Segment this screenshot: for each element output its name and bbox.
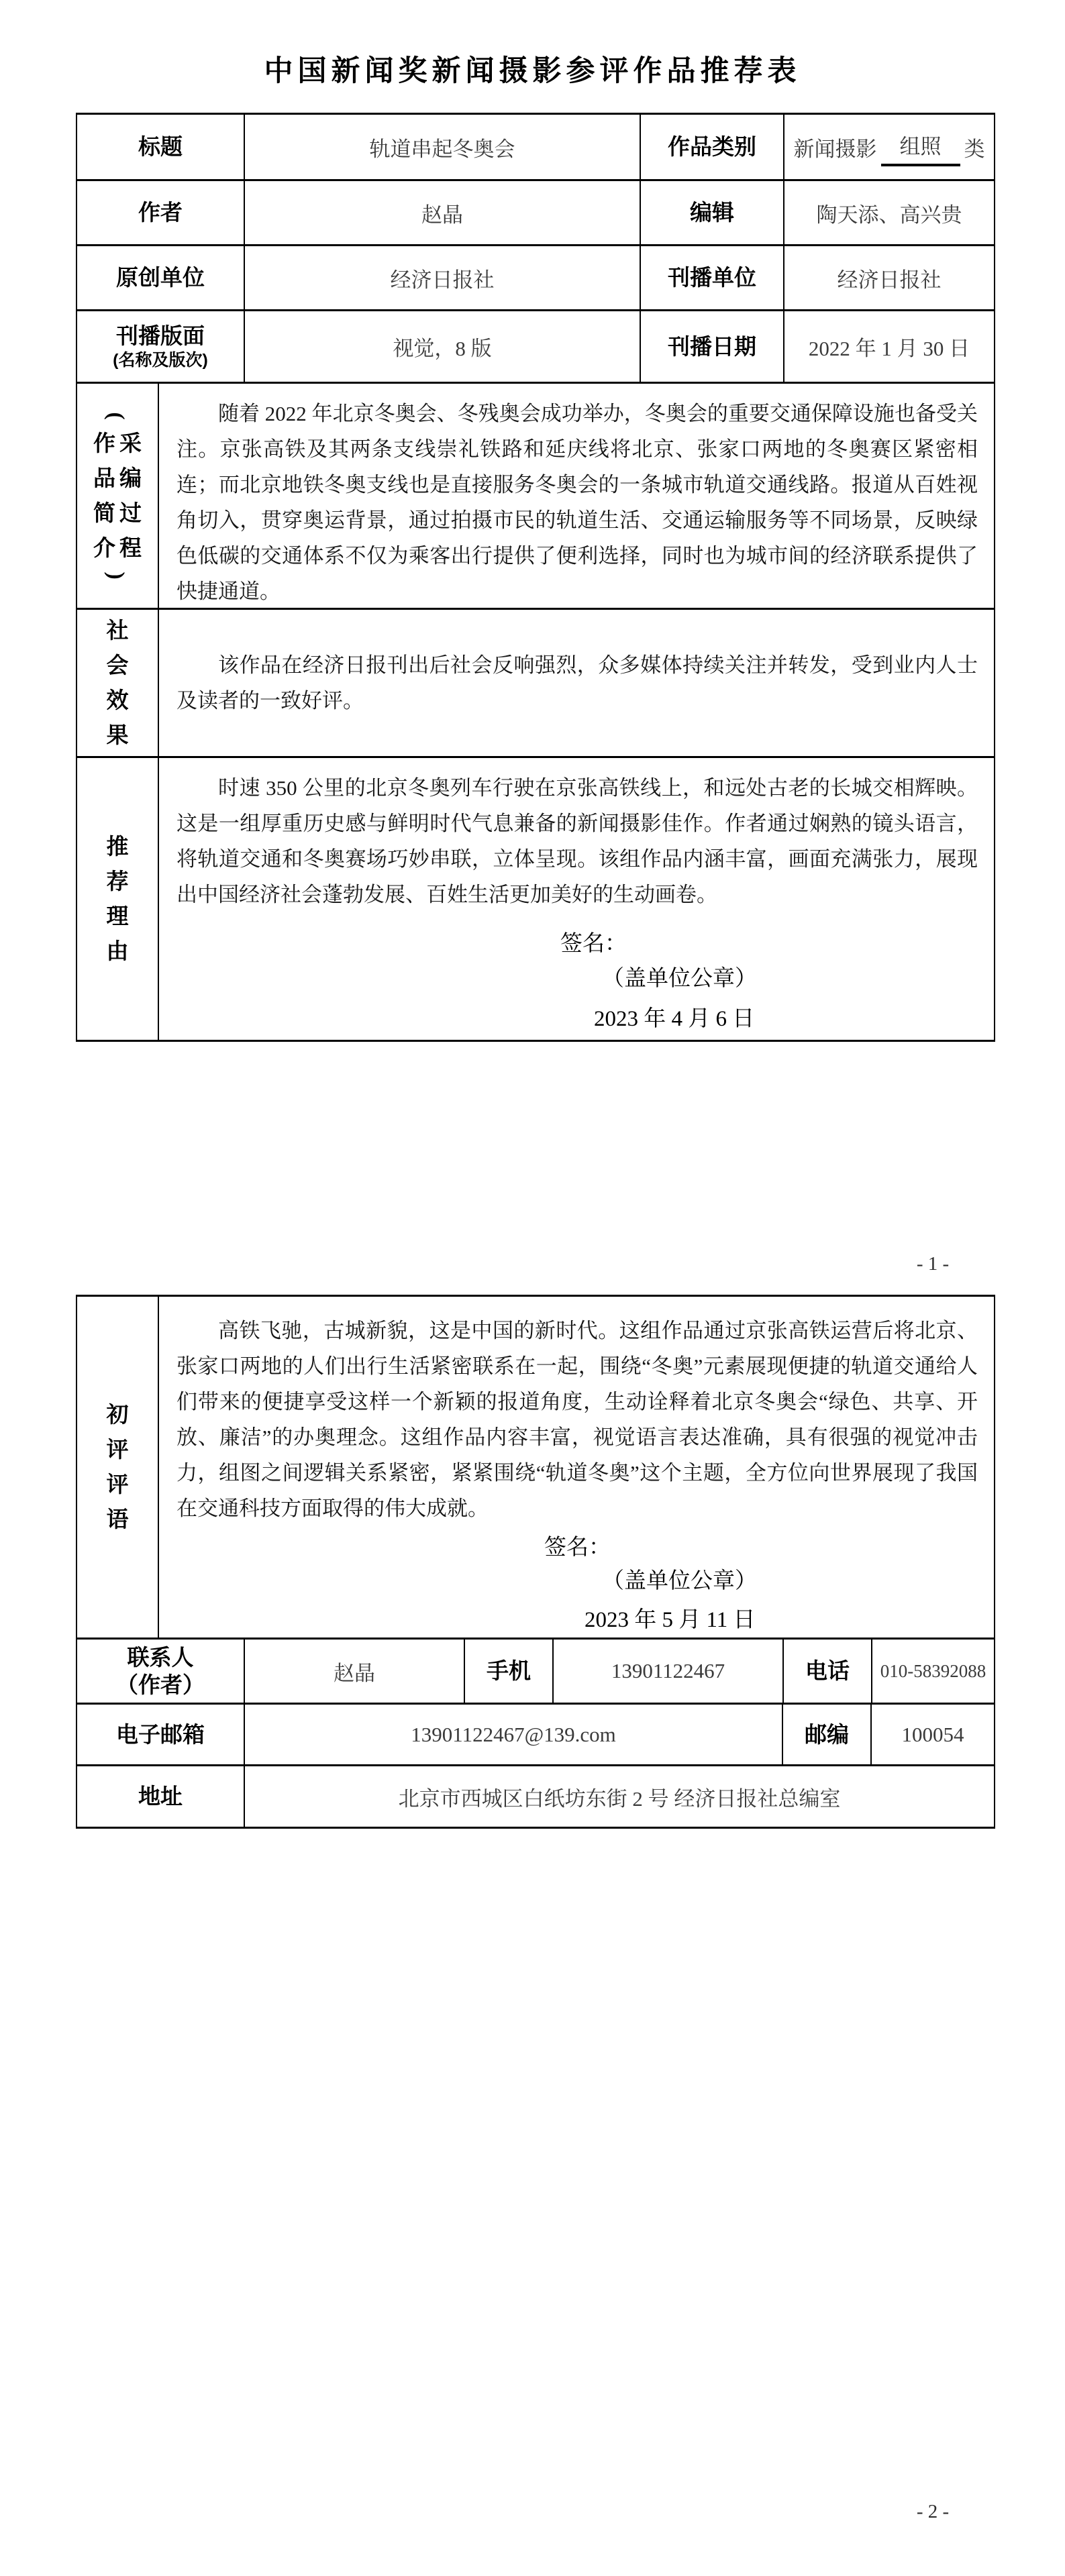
origin-unit-value: 经济日报社 — [245, 246, 641, 309]
recommendation-table-page2 — [76, 1295, 995, 1829]
seal-note-2: （盖单位公章） — [602, 1569, 757, 1593]
category-prefix: 新闻摄影 — [793, 137, 877, 161]
table-row-first-review — [77, 1297, 994, 1640]
editor-label: 编辑 — [641, 181, 784, 244]
seal-note-1: （盖单位公章） — [602, 967, 757, 991]
address-label: 地址 — [77, 1766, 245, 1827]
mobile-label: 手机 — [465, 1640, 554, 1703]
publish-date-label: 刊播日期 — [641, 311, 784, 382]
work-intro-text: 随着 2022 年北京冬奥会、冬残奥会成功举办，冬奥会的重要交通保障设施也备受关注。京张高铁及其两条支线崇礼铁路和延庆线将北京、张家口两地的冬奥赛区紧密相连；而北京地铁冬奥支线也是直接服务冬奥会的一条城市轨道交通线路。报道从百姓视角切入，贯穿奥运背景，通过拍摄市民的轨道生活、交通运输服务等不同场景，反映绿色低碳的交通体系不仅为乘客出行提供了便利选择，同时也为城市间的经济联系提供了快捷通道。 — [176, 402, 978, 603]
work-intro-cell — [159, 384, 994, 608]
work-intro-label-col1: 作品简介 — [93, 430, 116, 561]
first-review-label: 初评评语 — [77, 1297, 159, 1638]
contact-label — [77, 1640, 245, 1703]
table-row-origin-unit — [77, 246, 994, 311]
signature-label-1: 签名： — [560, 932, 627, 956]
work-intro-label — [77, 384, 159, 608]
publish-unit-value: 经济日报社 — [837, 268, 942, 292]
title-value: 轨道串起冬奥会 — [245, 115, 641, 179]
publish-page-label-sub: (名称及版次) — [113, 350, 208, 370]
zip-label: 邮编 — [783, 1705, 872, 1764]
table-row-contact — [77, 1640, 994, 1705]
signature-date-1: 2023 年 4 月 6 日 — [594, 1007, 755, 1031]
signature-date-2: 2023 年 5 月 11 日 — [585, 1608, 756, 1632]
category-underlined: 组照 — [881, 128, 960, 166]
social-effect-cell — [159, 610, 994, 756]
phone-label: 电话 — [784, 1640, 872, 1703]
social-effect-text: 该作品在经济日报刊出后社会反响强烈，众多媒体持续关注并转发，受到业内人士及读者的一致好评。 — [176, 653, 978, 712]
paren-open-icon: ( — [103, 412, 129, 420]
publish-page-value: 视觉，8 版 — [245, 311, 641, 382]
category-label: 作品类别 — [641, 115, 784, 179]
publish-date-value: 2022 年 1 月 30 日 — [808, 337, 970, 360]
email-label: 电子邮箱 — [77, 1705, 245, 1764]
contact-label-line1: 联系人 — [127, 1644, 194, 1670]
first-review-text: 高铁飞驰，古城新貌，这是中国的新时代。这组作品通过京张高铁运营后将北京、张家口两地的人们出行生活紧密联系在一起，围绕“冬奥”元素展现便捷的轨道交通给人们带来的便捷享受这样一个新颖的报道角度，生动诠释着北京冬奥会“绿色、共享、开放、廉洁”的办奥理念。这组作品内容丰富，视觉语言表达准确，具有很强的视觉冲击力，组图之间逻辑关系紧密，紧紧围绕“轨道冬奥”这个主题，全方位向世界展现了我国在交通科技方面取得的伟大成就。 — [176, 1319, 978, 1520]
origin-unit-label: 原创单位 — [77, 246, 245, 309]
social-effect-label: 社会效果 — [77, 610, 159, 756]
publish-page-label — [77, 311, 245, 382]
table-row-title — [77, 115, 994, 181]
recommend-reason-label: 推荐理由 — [77, 758, 159, 1040]
page-number-2: - 2 - — [916, 2501, 950, 2522]
table-row-author — [77, 181, 994, 246]
page-number-1: - 1 - — [916, 1253, 950, 1275]
table-row-social-effect — [77, 610, 994, 758]
author-label: 作者 — [77, 181, 245, 244]
publish-page-label-main: 刊播版面 — [116, 323, 205, 349]
recommendation-table-page1 — [76, 113, 995, 1042]
author-value: 赵晶 — [245, 181, 641, 244]
email-value: 13901122467@139.com — [245, 1705, 783, 1764]
zip-value: 100054 — [901, 1722, 964, 1746]
category-suffix: 类 — [964, 137, 985, 161]
phone-value: 010-58392088 — [880, 1660, 986, 1681]
work-intro-label-col2: 采编过程 — [119, 430, 142, 561]
editor-value: 陶天添、高兴贵 — [816, 203, 962, 227]
mobile-value: 13901122467 — [554, 1640, 784, 1703]
table-row-email — [77, 1705, 994, 1766]
contact-name: 赵晶 — [245, 1640, 465, 1703]
signature-label-2: 签名： — [544, 1536, 611, 1560]
first-review-cell — [159, 1297, 994, 1638]
paren-close-icon: ) — [103, 572, 129, 580]
recommend-reason-text: 时速 350 公里的北京冬奥列车行驶在京张高铁线上，和远处古老的长城交相辉映。这是一组厚重历史感与鲜明时代气息兼备的新闻摄影佳作。作者通过娴熟的镜头语言，将轨道交通和冬奥赛场巧妙串联，立体呈现。该组作品内涵丰富，画面充满张力，展现出中国经济社会蓬勃发展、百姓生活更加美好的生动画卷。 — [176, 776, 978, 906]
document-title: 中国新闻奖新闻摄影参评作品推荐表 — [264, 56, 801, 87]
title-label: 标题 — [77, 115, 245, 179]
table-row-recommend-reason — [77, 758, 994, 1040]
table-row-address — [77, 1766, 994, 1827]
table-row-work-intro — [77, 384, 994, 610]
address-value: 北京市西城区白纸坊东街 2 号 经济日报社总编室 — [398, 1786, 841, 1811]
recommend-reason-cell — [159, 758, 994, 1040]
publish-unit-label: 刊播单位 — [641, 246, 784, 309]
table-row-publish-page — [77, 311, 994, 384]
contact-label-line2: （作者） — [116, 1672, 205, 1697]
category-value — [784, 115, 994, 179]
